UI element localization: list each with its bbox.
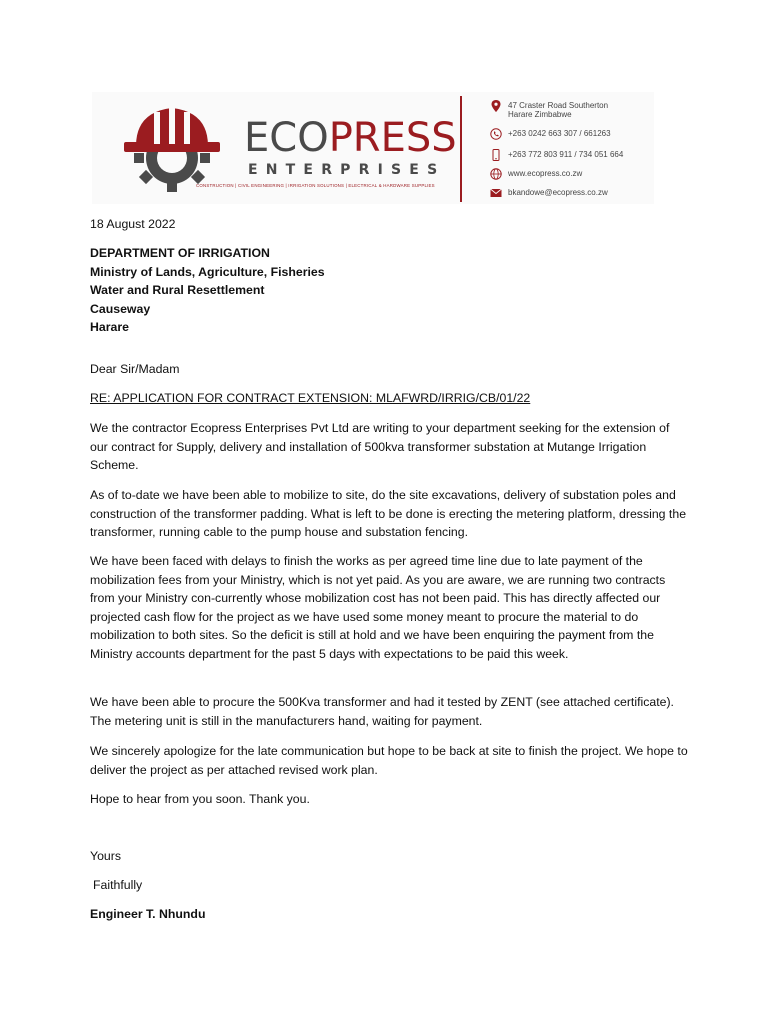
signatory-name: Engineer T. Nhundu — [90, 907, 206, 921]
subject-line: RE: APPLICATION FOR CONTRACT EXTENSION: MLAFWRD/IRRIG/CB/01/22 — [90, 391, 531, 405]
address-line-2: Harare Zimbabwe — [508, 110, 572, 119]
envelope-icon — [490, 187, 502, 199]
recipient-line: Causeway — [90, 301, 151, 316]
letterhead — [92, 92, 654, 204]
location-pin-icon — [490, 100, 502, 112]
paragraph-2: As of to-date we have been able to mobilize to site, do the site excavations, delivery of substation poles and construction of the transformer padding. What is left to be done is erecting the metering platform, dressing the transformer, running cable to the pump house and substation fencing. — [90, 488, 687, 539]
recipient-block — [90, 244, 690, 337]
email-link[interactable]: bkandowe@ecopress.co.zw — [508, 188, 608, 197]
mobile-number: +263 772 803 911 / 734 051 664 — [508, 150, 624, 159]
recipient-line: Water and Rural Resettlement — [90, 283, 265, 297]
closing-line-1: Yours — [90, 849, 121, 863]
brand-subtitle: ENTERPRISES — [248, 162, 446, 178]
paragraph-1: We the contractor Ecopress Enterprises Pvt Ltd are writing to your department seeking for the extension of our contract for Supply, delivery and installation of 500kva transformer substation at Mutange Irrigation Scheme. — [90, 421, 670, 472]
paragraph-6: Hope to hear from you soon. Thank you. — [90, 792, 310, 806]
mobile-phone-icon — [490, 149, 502, 161]
brand-tagline: CONSTRUCTION | CIVIL ENGINEERING | IRRIGATION SOLUTIONS | ELECTRICAL & HARDWARE SUPPLIES — [196, 183, 435, 188]
brand-name: ECOPRESS — [244, 115, 457, 161]
paragraph-4: We have been able to procure the 500Kva transformer and had it tested by ZENT (see attached certificate). The metering unit is still in the manufacturers hand, waiting for payment. — [90, 695, 674, 728]
globe-icon — [490, 168, 502, 180]
salutation: Dear Sir/Madam — [90, 362, 180, 376]
paragraph-3: We have been faced with delays to finish the works as per agreed time line due to late payment of the mobilization fees from your Ministry, which is not yet paid. As you are aware, we are running two contracts from your Ministry con-currently whose mobilization cost has not been paid. This has directly affected our projected cash flow for the project as we have used some money meant to procure the material to do mobilization to both sites. So the deficit is still at hold and we have been enquiring the payment from the Ministry accounts department for the past 5 days with expectations to be paid this week. — [90, 554, 666, 661]
letter-date: 18 August 2022 — [90, 217, 176, 231]
recipient-line: Harare — [90, 320, 129, 334]
recipient-line: DEPARTMENT OF IRRIGATION — [90, 246, 270, 260]
recipient-line: Ministry of Lands, Agriculture, Fisheries — [90, 264, 325, 279]
closing-line-2: Faithfully — [93, 878, 143, 892]
paragraph-5: We sincerely apologize for the late communication but hope to be back at site to finish the project. We hope to deliver the project as per attached revised work plan. — [90, 744, 688, 777]
address-line-1: 47 Craster Road Southerton — [508, 101, 609, 110]
phone-icon — [490, 128, 502, 140]
letterhead-divider — [460, 96, 462, 202]
website-link[interactable]: www.ecopress.co.zw — [508, 169, 583, 178]
landline-number: +263 0242 663 307 / 661263 — [508, 129, 611, 138]
company-logo-icon — [114, 98, 230, 194]
